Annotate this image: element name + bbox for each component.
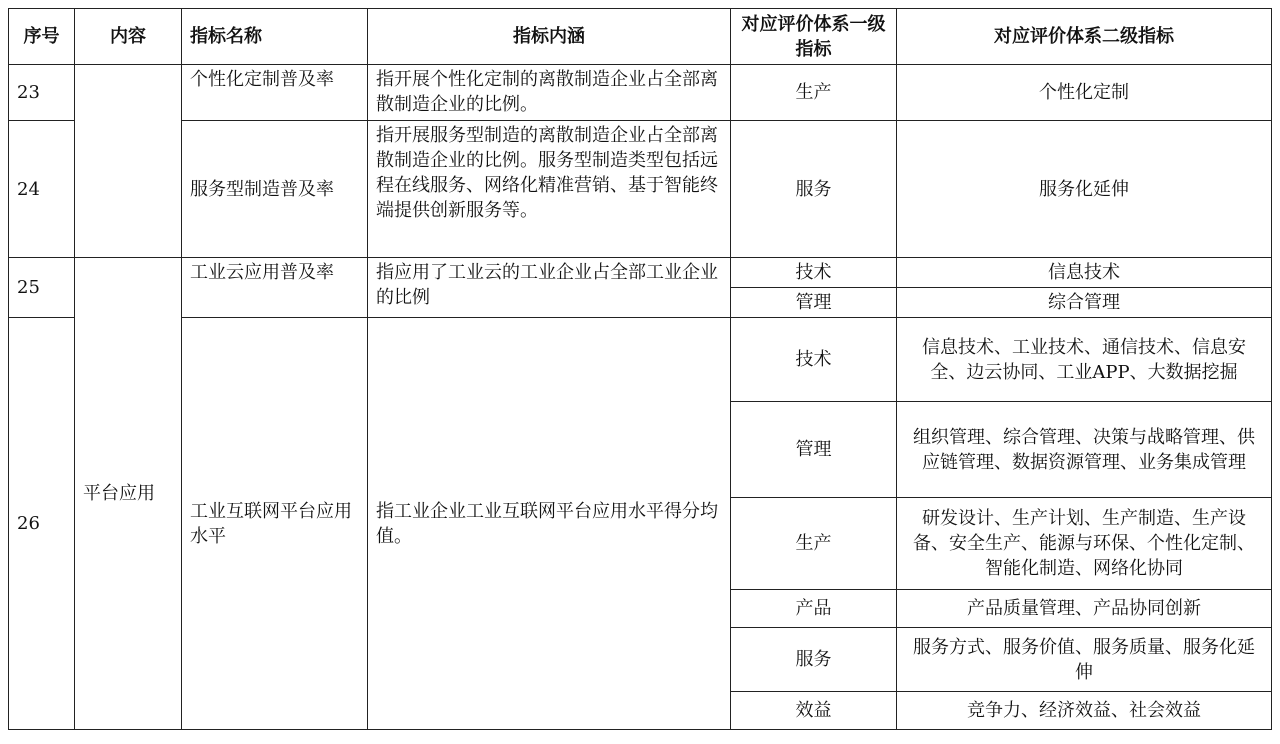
content-cell-empty [75, 65, 182, 258]
level1-cell: 技术 [731, 258, 897, 288]
level1-cell: 生产 [731, 65, 897, 121]
seq-cell: 26 [9, 318, 75, 730]
level1-cell: 管理 [731, 402, 897, 498]
header-level2: 对应评价体系二级指标 [897, 9, 1272, 65]
content-cell: 平台应用 [75, 258, 182, 730]
name-cell: 工业互联网平台应用水平 [182, 318, 368, 730]
table-row [9, 121, 1272, 258]
level2-cell: 研发设计、生产计划、生产制造、生产设备、安全生产、能源与环保、个性化定制、智能化制造、网络化协同 [897, 498, 1272, 590]
level1-cell: 管理 [731, 288, 897, 318]
header-row [9, 9, 1272, 65]
table-row [9, 318, 1272, 402]
level2-cell: 服务化延伸 [897, 121, 1272, 258]
meaning-cell: 指开展个性化定制的离散制造企业占全部离散制造企业的比例。 [368, 65, 731, 121]
level2-cell: 产品质量管理、产品协同创新 [897, 590, 1272, 628]
table-row [9, 258, 1272, 288]
name-cell: 个性化定制普及率 [182, 65, 368, 121]
header-seq: 序号 [9, 9, 75, 65]
level2-cell: 竞争力、经济效益、社会效益 [897, 692, 1272, 730]
level2-cell: 信息技术 [897, 258, 1272, 288]
header-content: 内容 [75, 9, 182, 65]
level1-cell: 服务 [731, 121, 897, 258]
seq-cell: 25 [9, 258, 75, 318]
level1-cell: 技术 [731, 318, 897, 402]
indicator-table [8, 8, 1272, 730]
level1-cell: 产品 [731, 590, 897, 628]
header-meaning: 指标内涵 [368, 9, 731, 65]
table-row [9, 65, 1272, 121]
name-cell: 工业云应用普及率 [182, 258, 368, 318]
header-name: 指标名称 [182, 9, 368, 65]
level2-cell: 信息技术、工业技术、通信技术、信息安全、边云协同、工业APP、大数据挖掘 [897, 318, 1272, 402]
name-cell: 服务型制造普及率 [182, 121, 368, 258]
meaning-cell: 指开展服务型制造的离散制造企业占全部离散制造企业的比例。服务型制造类型包括远程在线服务、网络化精准营销、基于智能终端提供创新服务等。 [368, 121, 731, 258]
level2-cell: 组织管理、综合管理、决策与战略管理、供应链管理、数据资源管理、业务集成管理 [897, 402, 1272, 498]
seq-cell: 24 [9, 121, 75, 258]
header-level1: 对应评价体系一级指标 [731, 9, 897, 65]
level1-cell: 服务 [731, 628, 897, 692]
level2-cell: 综合管理 [897, 288, 1272, 318]
seq-cell: 23 [9, 65, 75, 121]
meaning-cell: 指工业企业工业互联网平台应用水平得分均值。 [368, 318, 731, 730]
level1-cell: 生产 [731, 498, 897, 590]
level1-cell: 效益 [731, 692, 897, 730]
level2-cell: 服务方式、服务价值、服务质量、服务化延伸 [897, 628, 1272, 692]
level2-cell: 个性化定制 [897, 65, 1272, 121]
meaning-cell: 指应用了工业云的工业企业占全部工业企业的比例 [368, 258, 731, 318]
